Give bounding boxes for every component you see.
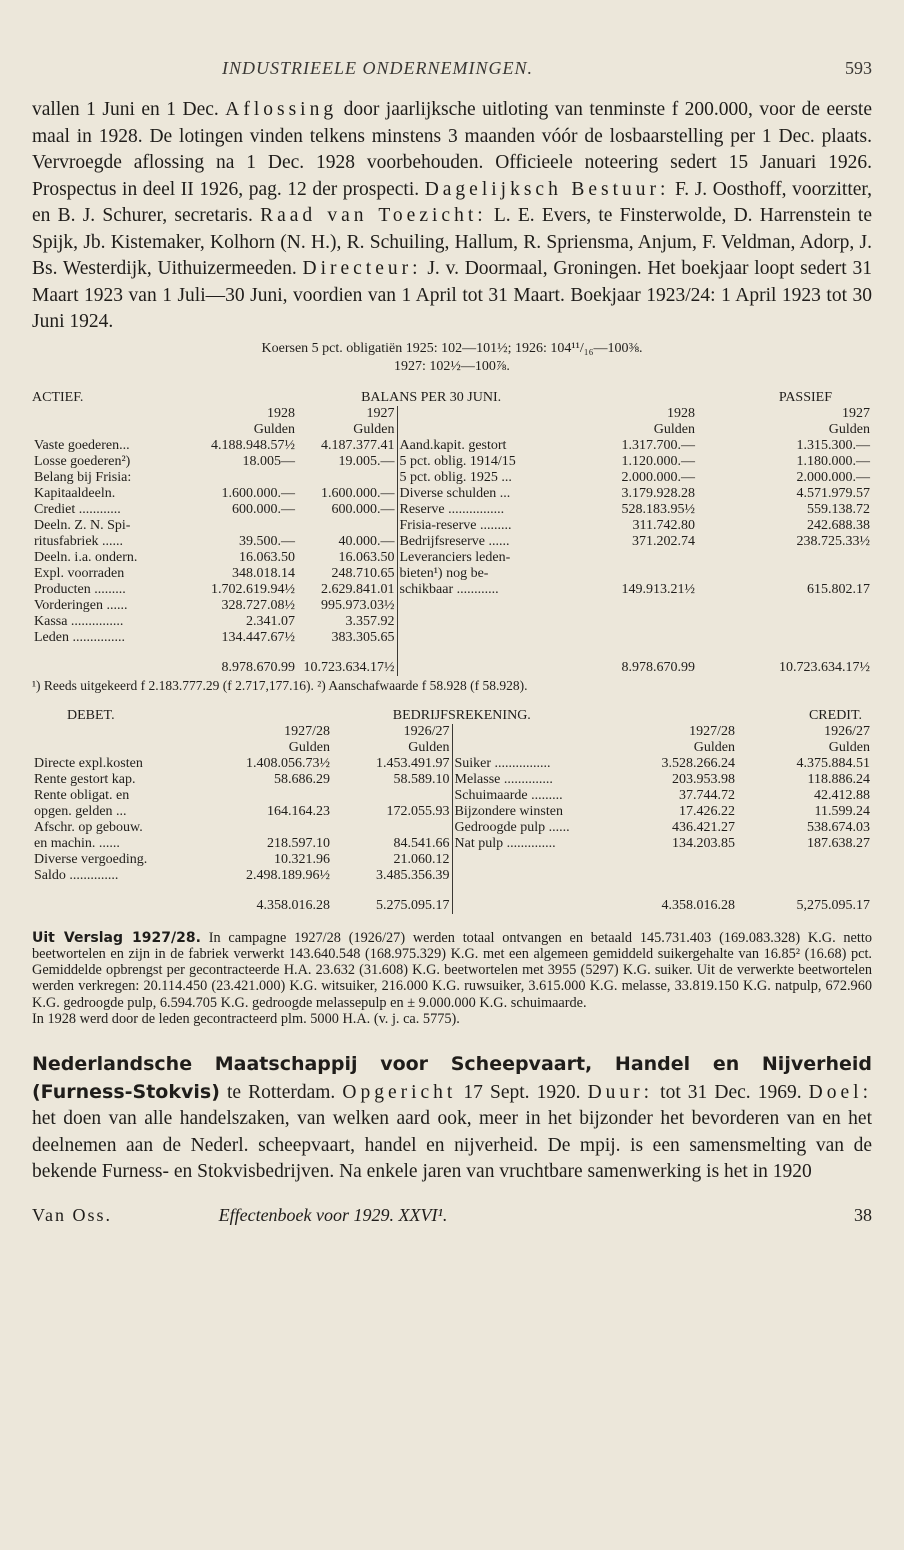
row-value-1: 37.744.72 bbox=[679, 787, 735, 803]
row-value-1 bbox=[202, 470, 297, 486]
company-text-3: tot 31 Dec. 1969. bbox=[653, 1081, 809, 1103]
row-value-1: 4.188.948.57½ bbox=[211, 437, 295, 453]
row-value-2: 248.710.65 bbox=[331, 565, 395, 581]
row-label: Bedrijfsreserve ...... bbox=[397, 534, 602, 550]
intro-text-2: door jaarlijksche uitloting van tenminste f 200.000, voor de eerste maal in 1928. De lotingen vinden telkens minstens 3 maanden vóór de losbaarstelling per 1 Dec. plaats. Vervroegde aflossing na 1 Dec. 1928 voorbehouden. Officieele noteering sedert 15 Januari 1926. Prospectus in deel II 1926, pag. 12 der prospecti. bbox=[32, 99, 872, 200]
table-row bbox=[32, 614, 872, 630]
row-label: Vaste goederen... bbox=[34, 437, 130, 453]
row-label bbox=[452, 868, 627, 884]
row-value-2 bbox=[697, 598, 872, 614]
directeur-label: Directeur: bbox=[302, 258, 422, 279]
unit-label: Gulden bbox=[828, 421, 870, 437]
row-value-1 bbox=[222, 788, 332, 804]
table-row bbox=[32, 820, 872, 836]
row-value-2: 600.000.— bbox=[331, 501, 395, 517]
row-label: Rente obligat. en bbox=[34, 787, 130, 803]
row-value-1: 1.600.000.— bbox=[221, 485, 295, 501]
row-value-1: 218.597.10 bbox=[267, 835, 330, 851]
unit-label: Gulden bbox=[408, 739, 450, 755]
row-value-2 bbox=[332, 788, 452, 804]
company-text-1: te Rotterdam. bbox=[219, 1081, 343, 1103]
doel-label: Doel: bbox=[808, 1081, 872, 1103]
blank-cell bbox=[32, 740, 222, 756]
row-label: Bijzondere winsten bbox=[452, 804, 627, 820]
row-value-1: 58.686.29 bbox=[274, 771, 330, 787]
row-label: Leveranciers leden- bbox=[397, 550, 602, 566]
row-value-2: 3.485.356.39 bbox=[376, 867, 450, 883]
page-number: 593 bbox=[845, 58, 872, 78]
year-header-row bbox=[32, 724, 872, 740]
year-col-1: 1927/28 bbox=[284, 723, 330, 739]
verslag-label: Uit Verslag 1927/28. bbox=[32, 929, 201, 946]
row-label: Deeln. i.a. ondern. bbox=[34, 549, 138, 565]
row-value-2: 995.973.03½ bbox=[321, 597, 395, 613]
row-value-2 bbox=[697, 614, 872, 630]
blank-cell bbox=[397, 422, 602, 438]
row-value-2 bbox=[737, 852, 872, 868]
debet-title: DEBET. bbox=[67, 707, 115, 723]
row-label: bieten¹) nog be- bbox=[397, 566, 602, 582]
table-row bbox=[32, 868, 872, 884]
row-label bbox=[397, 614, 602, 630]
row-value-1 bbox=[202, 518, 297, 534]
row-value-2 bbox=[697, 550, 872, 566]
year-col-1: 1927/28 bbox=[689, 723, 735, 739]
balans-header bbox=[32, 390, 872, 406]
row-label: Vorderingen ...... bbox=[34, 597, 128, 613]
table-row bbox=[32, 470, 872, 486]
directeur-text: J. v. Doormaal, Groningen. Het boekjaar loopt sedert 31 Maart 1923 van 1 Juli—30 Juni, voordien van 1 April tot 31 Maart. Boekjaar 1923/24: 1 April 1923 tot 30 Juni 1924. bbox=[32, 258, 872, 332]
row-value-2 bbox=[737, 868, 872, 884]
balans-table bbox=[32, 406, 872, 676]
row-value-1: 1.120.000.— bbox=[621, 453, 695, 469]
row-value-2: 559.138.72 bbox=[807, 501, 870, 517]
row-value-2: 187.638.27 bbox=[807, 835, 870, 851]
row-value-2 bbox=[697, 630, 872, 646]
row-label: Melasse .............. bbox=[452, 772, 627, 788]
total-value-2: 5,275.095.17 bbox=[796, 897, 870, 913]
row-value-1: 311.742.80 bbox=[632, 517, 695, 533]
row-value-1 bbox=[602, 566, 697, 582]
row-label: Losse goederen²) bbox=[34, 453, 131, 469]
table-row bbox=[32, 438, 872, 454]
page-footer bbox=[32, 1205, 872, 1226]
unit-label: Gulden bbox=[653, 421, 695, 437]
unit-label: Gulden bbox=[828, 739, 870, 755]
row-value-1: 149.913.21½ bbox=[621, 581, 695, 597]
verslag-text: In campagne 1927/28 (1926/27) werden totaal ontvangen en betaald 145.731.403 (169.083.328) K.G. netto beetwortelen en zijn in de fabriek verwerkt 143.640.548 (168.975.329) K.G. met een algemeen gemiddeld suikergehalte van 16.85² (16.68) pct. Gemiddelde opbrengst per gecontracteerde H.A. 23.632 (31.608) K.G. beetwortelen met 3955 (5297) K.G. suiker. Uit de verwerkte beetwortelen werden verkregen: 20.114.450 (23.421.000) K.G. witsuiker, 216.000 K.G. ruwsuiker, 3.615.000 K.G. melasse, 33.819.150 K.G. natpulp, 672.960 K.G. gedroogde pulp, 6.594.705 K.G. gedroogde melassepulp en ± 9.000.000 K.G. schuimaarde. bbox=[32, 929, 872, 1011]
row-label bbox=[397, 630, 602, 646]
row-value-1: 348.018.14 bbox=[232, 565, 295, 581]
verslag-text-2: In 1928 werd door de leden gecontracteerd plm. 5000 H.A. (v. j. ca. 5775). bbox=[32, 1010, 460, 1027]
table-row bbox=[32, 836, 872, 852]
row-value-1 bbox=[602, 614, 697, 630]
intro-text-1: vallen 1 Juni en 1 Dec. bbox=[32, 99, 226, 120]
year-header-row bbox=[32, 406, 872, 422]
row-value-1: 10.321.96 bbox=[274, 851, 330, 867]
company-paragraph bbox=[32, 1051, 872, 1186]
row-value-1: 134.203.85 bbox=[672, 835, 735, 851]
row-value-1: 203.953.98 bbox=[672, 771, 735, 787]
row-value-2 bbox=[297, 470, 397, 486]
row-label: opgen. gelden ... bbox=[34, 803, 127, 819]
row-value-1: 3.179.928.28 bbox=[621, 485, 695, 501]
row-label: Saldo .............. bbox=[34, 867, 119, 883]
blank-cell bbox=[32, 406, 202, 422]
table-row bbox=[32, 598, 872, 614]
row-label: 5 pct. oblig. 1914/15 bbox=[397, 454, 602, 470]
unit-header-row bbox=[32, 740, 872, 756]
row-label: Deeln. Z. N. Spi- bbox=[34, 517, 131, 533]
year-col-2: 1926/27 bbox=[403, 723, 450, 739]
row-value-2: 615.802.17 bbox=[807, 581, 870, 597]
row-label: ritusfabriek ...... bbox=[34, 533, 124, 549]
table-row bbox=[32, 566, 872, 582]
opgericht-label: Opgericht bbox=[342, 1081, 457, 1103]
row-value-2: 1.600.000.— bbox=[321, 485, 395, 501]
row-value-2: 4.375.884.51 bbox=[796, 755, 870, 771]
row-value-2: 1.180.000.— bbox=[796, 453, 870, 469]
unit-header-row bbox=[32, 422, 872, 438]
row-label: Aand.kapit. gestort bbox=[397, 438, 602, 454]
row-label: Expl. voorraden bbox=[34, 565, 125, 581]
row-value-1: 134.447.67½ bbox=[221, 629, 295, 645]
row-value-2: 2.629.841.01 bbox=[321, 581, 395, 597]
row-value-1: 2.341.07 bbox=[246, 613, 295, 629]
table-row bbox=[32, 630, 872, 646]
totals-row bbox=[32, 646, 872, 676]
table-row bbox=[32, 486, 872, 502]
row-label: Producten ......... bbox=[34, 581, 126, 597]
blank-cell bbox=[32, 422, 202, 438]
row-value-1: 1.702.619.94½ bbox=[211, 581, 295, 597]
year-col-1: 1928 bbox=[267, 405, 295, 421]
row-value-1: 2.498.189.96½ bbox=[246, 867, 330, 883]
row-value-1 bbox=[602, 630, 697, 646]
balans-footnote: ¹) Reeds uitgekeerd f 2.183.777.29 (f 2.717,177.16). ²) Aanschafwaarde f 58.928 (f 58.928). bbox=[32, 677, 528, 693]
table-row bbox=[32, 772, 872, 788]
year-col-2: 1927 bbox=[366, 405, 395, 421]
row-value-1: 18.005— bbox=[242, 453, 295, 469]
row-label bbox=[452, 852, 627, 868]
row-label: Gedroogde pulp ...... bbox=[452, 820, 627, 836]
blank-cell bbox=[32, 724, 222, 740]
total-value-2: 5.275.095.17 bbox=[376, 897, 450, 913]
footer-publisher: Van Oss. bbox=[32, 1205, 113, 1226]
total-value-2: 10.723.634.17½ bbox=[303, 659, 395, 675]
row-value-1: 164.164.23 bbox=[267, 803, 330, 819]
year-col-1: 1928 bbox=[667, 405, 695, 421]
row-label: Schuimaarde ......... bbox=[452, 788, 627, 804]
table-row bbox=[32, 756, 872, 772]
row-label: Diverse schulden ... bbox=[397, 486, 602, 502]
intro-paragraph bbox=[32, 97, 872, 336]
row-label: Diverse vergoeding. bbox=[34, 851, 148, 867]
verslag-paragraph bbox=[32, 930, 872, 1028]
row-value-2: 1.453.491.97 bbox=[376, 755, 450, 771]
total-value-1: 8.978.670.99 bbox=[221, 659, 295, 675]
row-label bbox=[397, 598, 602, 614]
unit-label: Gulden bbox=[693, 739, 735, 755]
row-value-1: 1.408.056.73½ bbox=[246, 755, 330, 771]
credit-title: CREDIT. bbox=[808, 707, 862, 723]
row-value-1: 17.426.22 bbox=[679, 803, 735, 819]
row-label: Afschr. op gebouw. bbox=[34, 819, 143, 835]
row-value-2: 58.589.10 bbox=[393, 771, 450, 787]
table-row bbox=[32, 582, 872, 598]
row-value-2: 4.571.979.57 bbox=[796, 485, 870, 501]
table-row bbox=[32, 502, 872, 518]
document-page bbox=[32, 58, 872, 1226]
row-label: Kapitaaldeeln. bbox=[34, 485, 116, 501]
row-label: Reserve ................ bbox=[397, 502, 602, 518]
koersen-block bbox=[32, 340, 872, 376]
footer-book-title: Effectenboek voor 1929. XXVI¹. bbox=[218, 1205, 448, 1226]
unit-label: Gulden bbox=[253, 421, 295, 437]
row-value-2: 19.005.— bbox=[338, 453, 395, 469]
row-value-1 bbox=[627, 868, 737, 884]
row-label: 5 pct. oblig. 1925 ... bbox=[397, 470, 602, 486]
row-value-1: 371.202.74 bbox=[632, 533, 695, 549]
row-value-1: 39.500.— bbox=[239, 533, 295, 549]
row-value-1: 3.528.266.24 bbox=[661, 755, 735, 771]
row-value-2: 3.357.92 bbox=[345, 613, 395, 629]
row-label: schikbaar ............ bbox=[397, 582, 602, 598]
passief-title: PASSIEF bbox=[778, 389, 832, 405]
row-value-2: 118.886.24 bbox=[807, 771, 870, 787]
koersen-line-2: 1927: 102½—100⅞. bbox=[394, 358, 510, 374]
row-value-2 bbox=[697, 566, 872, 582]
row-value-2 bbox=[332, 820, 452, 836]
raad-label: Raad van Toezicht: bbox=[260, 205, 487, 226]
row-value-2: 40.000.— bbox=[338, 533, 395, 549]
bestuur-text: F. J. Oosthoff, voorzitter, en B. J. Schurer, secretaris. bbox=[32, 178, 872, 226]
total-value-1: 8.978.670.99 bbox=[621, 659, 695, 675]
row-label: Suiker ................ bbox=[452, 756, 627, 772]
duur-label: Duur: bbox=[587, 1081, 654, 1103]
table-row bbox=[32, 454, 872, 470]
table-row bbox=[32, 518, 872, 534]
row-value-2: 383.305.65 bbox=[331, 629, 395, 645]
footer-page-number: 38 bbox=[854, 1205, 872, 1226]
koersen-line-1: Koersen 5 pct. obligatiën 1925: 102—101½; 1926: 104¹¹/₁₆—100⅜. bbox=[261, 340, 643, 356]
row-label: Rente gestort kap. bbox=[34, 771, 136, 787]
company-name: Nederlandsche Maatschappij voor Scheepvaart, Handel en Nijverheid (Furness-Stokvis) bbox=[32, 1053, 872, 1103]
balans-title: BALANS PER 30 JUNI. bbox=[361, 389, 502, 405]
bestuur-label: Dagelijksch Bestuur: bbox=[424, 178, 670, 200]
row-value-2: 1.315.300.— bbox=[796, 437, 870, 453]
aflossing-label: Aflossing bbox=[225, 99, 338, 120]
row-value-1: 600.000.— bbox=[232, 501, 295, 517]
row-value-2: 2.000.000.— bbox=[796, 469, 870, 485]
running-header bbox=[32, 58, 872, 79]
rekening-table bbox=[32, 724, 872, 914]
row-value-2: 242.688.38 bbox=[807, 517, 870, 533]
row-value-2: 16.063.50 bbox=[338, 549, 395, 565]
row-value-2: 42.412.88 bbox=[814, 787, 870, 803]
row-value-1: 328.727.08½ bbox=[221, 597, 295, 613]
totals-row bbox=[32, 884, 872, 914]
row-value-2: 172.055.93 bbox=[386, 803, 450, 819]
row-value-2: 84.541.66 bbox=[393, 835, 450, 851]
row-value-2: 21.060.12 bbox=[393, 851, 450, 867]
blank-cell bbox=[452, 884, 627, 914]
row-label: Leden ............... bbox=[34, 629, 125, 645]
row-value-2: 538.674.03 bbox=[807, 819, 870, 835]
row-value-1: 436.421.27 bbox=[672, 819, 735, 835]
unit-label: Gulden bbox=[353, 421, 395, 437]
row-label: Belang bij Frisia: bbox=[34, 469, 132, 485]
blank-cell bbox=[32, 646, 202, 676]
row-value-1 bbox=[602, 550, 697, 566]
raad-text: L. E. Evers, te Finsterwolde, D. Harrenstein te Spijk, Jb. Kistemaker, Kolhorn (N. H.), R. Schuiling, Hallum, R. Spriensma, Anjum, F. Veldman, Adorp, J. Bs. Westerdijk, Uithuizermeeden. bbox=[32, 205, 873, 279]
company-text-2: 17 Sept. 1920. bbox=[456, 1081, 588, 1103]
row-label: en machin. ...... bbox=[34, 835, 120, 851]
blank-cell bbox=[452, 740, 627, 756]
row-label: Crediet ............ bbox=[34, 501, 121, 517]
row-value-1: 16.063.50 bbox=[239, 549, 295, 565]
total-value-1: 4.358.016.28 bbox=[256, 897, 330, 913]
blank-cell bbox=[397, 406, 602, 422]
row-label: Nat pulp .............. bbox=[452, 836, 627, 852]
actief-title: ACTIEF. bbox=[32, 389, 84, 405]
row-value-2: 238.725.33½ bbox=[796, 533, 870, 549]
blank-cell bbox=[452, 724, 627, 740]
row-label: Directe expl.kosten bbox=[34, 755, 143, 771]
row-value-1: 528.183.95½ bbox=[621, 501, 695, 517]
table-row bbox=[32, 852, 872, 868]
total-value-1: 4.358.016.28 bbox=[661, 897, 735, 913]
unit-label: Gulden bbox=[288, 739, 330, 755]
row-value-2: 4.187.377.41 bbox=[321, 437, 395, 453]
row-label: Kassa ............... bbox=[34, 613, 124, 629]
row-value-2 bbox=[297, 518, 397, 534]
total-value-2: 10.723.634.17½ bbox=[779, 659, 870, 675]
row-value-1 bbox=[222, 820, 332, 836]
running-title: INDUSTRIEELE ONDERNEMINGEN. bbox=[222, 58, 533, 78]
year-col-2: 1927 bbox=[842, 405, 870, 421]
rekening-header bbox=[32, 708, 872, 724]
row-value-1 bbox=[602, 598, 697, 614]
row-label: Frisia-reserve ......... bbox=[397, 518, 602, 534]
table-row bbox=[32, 788, 872, 804]
year-col-2: 1926/27 bbox=[824, 723, 870, 739]
table-row bbox=[32, 550, 872, 566]
company-text-4: het doen van alle handelszaken, van welken aard ook, meer in het bijzonder het bevorderen van en het deelnemen aan de Nederl. scheepvaart, handel en nijverheid. De mpij. is een samensmelting van de bekende Furness- en Stokvisbedrijven. Na enkele jaren van vruchtbare samenwerking is het in 1920 bbox=[32, 1108, 872, 1183]
row-value-1 bbox=[627, 852, 737, 868]
row-value-2: 11.599.24 bbox=[814, 803, 870, 819]
rekening-title: BEDRIJFSREKENING. bbox=[392, 707, 531, 723]
table-row bbox=[32, 534, 872, 550]
row-value-1: 1.317.700.— bbox=[621, 437, 695, 453]
row-value-1: 2.000.000.— bbox=[621, 469, 695, 485]
blank-cell bbox=[397, 646, 602, 676]
table-row bbox=[32, 804, 872, 820]
blank-cell bbox=[32, 884, 222, 914]
